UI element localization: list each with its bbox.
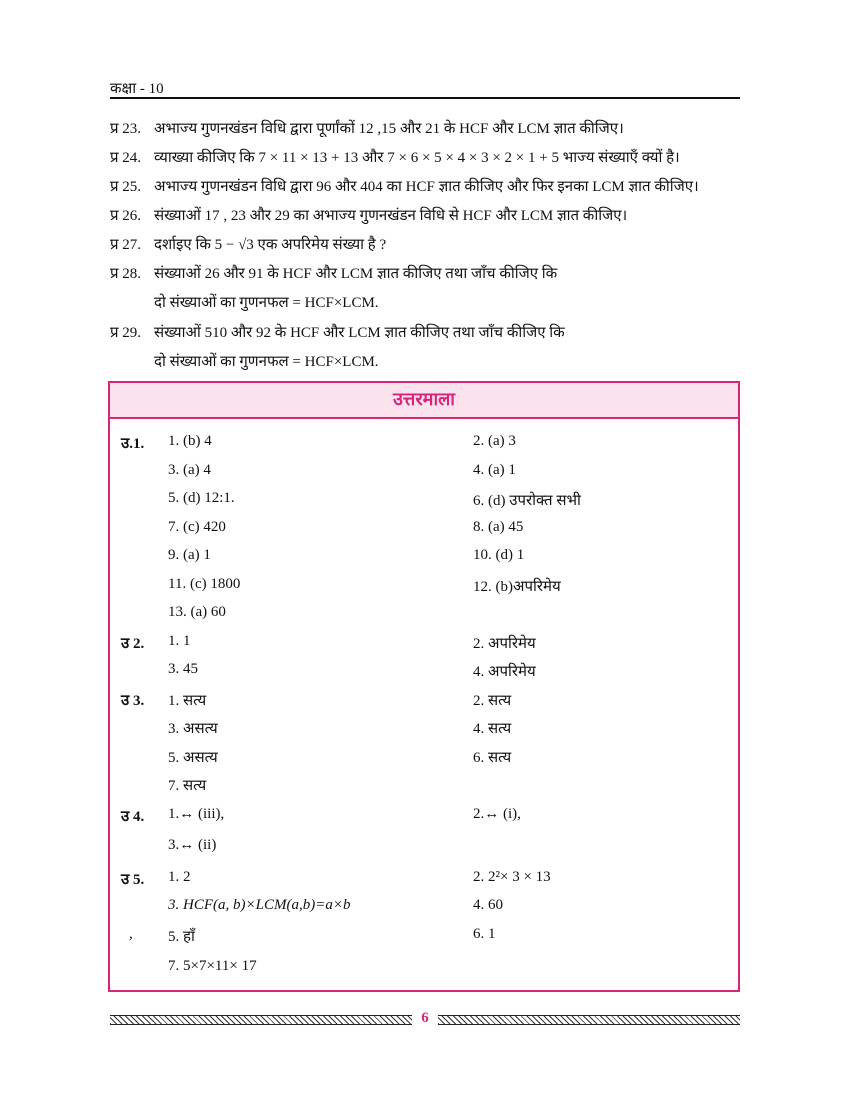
question-24 [110,147,680,167]
answer-item: 1. (b) 4 [168,433,212,449]
answer-label-5: उ 5. [121,872,145,888]
answer-item: 4. (a) 1 [473,462,516,478]
answer-item: 7. 5×7×11× 17 [168,958,257,974]
answer-item: 1. 2 [168,869,191,885]
question-text: संख्याओं 17 , 23 और 29 का अभाज्य गुणनखंडन विधि से HCF और LCM ज्ञात कीजिए। [154,208,628,224]
question-text: दर्शाइए कि 5 − √3 एक अपरिमेय संख्या है ? [154,237,387,253]
answer-item: 5. (d) 12:1. [168,490,235,506]
answer-item: 11. (c) 1800 [168,576,241,592]
answer-label-2: उ 2. [121,636,145,652]
answer-item: 2. अपरिमेय [473,636,536,652]
answer-item: 3.↔ (ii) [168,837,217,853]
question-number: प्र 24. [110,150,142,166]
answer-item: 1. सत्य [168,693,207,709]
answer-item: 2. 2²× 3 × 13 [473,869,551,885]
answer-label-1: उ.1. [121,436,145,452]
answer-item: 5. हाँ [168,929,195,945]
answer-item: 3. HCF(a, b)×LCM(a,b)=a×b [168,897,351,913]
answer-item: 1.↔ (iii), [168,806,225,822]
answer-item: 7. (c) 420 [168,519,226,535]
header-class-label: कक्षा - 10 [110,81,164,97]
answer-item: 4. सत्य [473,721,512,737]
answer-item: 6. (d) उपरोक्त सभी [473,493,581,509]
question-number: प्र 23. [110,121,142,137]
answer-item: 6. सत्य [473,750,512,766]
answer-item: 10. (d) 1 [473,547,525,563]
question-text: संख्याओं 26 और 91 के HCF और LCM ज्ञात कीजिए तथा जाँच कीजिए कि [154,266,558,282]
question-number: प्र 26. [110,208,142,224]
footer-rule-right [438,1015,740,1025]
answer-item: 12. (b)अपरिमेय [473,579,561,595]
answer-item: 2.↔ (i), [473,806,521,822]
question-28 [110,263,557,283]
question-28-continuation: दो संख्याओं का गुणनफल = HCF×LCM. [154,295,379,311]
question-text: अभाज्य गुणनखंडन विधि द्वारा 96 और 404 का HCF ज्ञात कीजिए और फिर इनका LCM ज्ञात कीजिए। [154,179,699,195]
question-number: प्र 29. [110,325,142,341]
question-26 [110,205,627,225]
question-text: अभाज्य गुणनखंडन विधि द्वारा पूर्णांकों 12 ,15 और 21 के HCF और LCM ज्ञात कीजिए। [154,121,624,137]
answer-item: 6. 1 [473,926,496,942]
answer-key-title: उत्तरमाला [110,383,738,419]
answer-item: 9. (a) 1 [168,547,211,563]
footer-rule-left [110,1015,412,1025]
answer-item: 3. (a) 4 [168,462,211,478]
answer-item: 1. 1 [168,633,191,649]
question-23 [110,118,624,138]
question-number: प्र 28. [110,266,142,282]
page-number: 6 [421,1010,429,1026]
question-25 [110,176,699,196]
stray-mark: , [129,926,133,942]
question-number: प्र 25. [110,179,142,195]
answer-item: 8. (a) 45 [473,519,524,535]
header-rule [110,97,740,99]
question-text: संख्याओं 510 और 92 के HCF और LCM ज्ञात कीजिए तथा जाँच कीजिए कि [154,325,565,341]
answer-item: 2. सत्य [473,693,512,709]
answer-item: 3. 45 [168,661,198,677]
question-27 [110,234,386,254]
answer-item: 4. 60 [473,897,503,913]
answer-item: 7. सत्य [168,778,207,794]
answer-label-3: उ 3. [121,693,145,709]
answer-item: 3. असत्य [168,721,218,737]
answer-item: 4. अपरिमेय [473,664,536,680]
question-29-continuation: दो संख्याओं का गुणनफल = HCF×LCM. [154,354,379,370]
answer-item: 13. (a) 60 [168,604,226,620]
question-text: व्याख्या कीजिए कि 7 × 11 × 13 + 13 और 7 × 6 × 5 × 4 × 3 × 2 × 1 + 5 भाज्य संख्याएँ क्यों है। [154,150,680,166]
question-29 [110,322,565,342]
answer-item: 5. असत्य [168,750,218,766]
answer-item: 2. (a) 3 [473,433,516,449]
answer-label-4: उ 4. [121,809,145,825]
question-number: प्र 27. [110,237,142,253]
